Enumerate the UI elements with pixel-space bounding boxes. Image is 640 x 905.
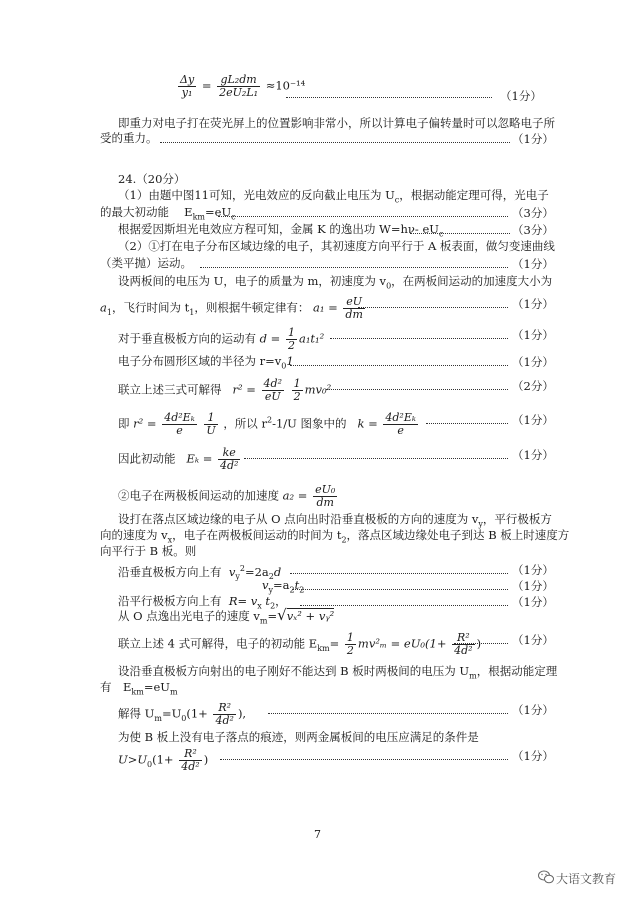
leader-dots — [244, 458, 508, 459]
leader-dots — [290, 365, 508, 366]
score-label: （1分） — [512, 132, 554, 146]
formula-tail: ≈10⁻¹⁴ — [265, 78, 306, 93]
fraction: $\frac{eU}{dm}$ — [345, 295, 363, 321]
leader-dots — [358, 307, 508, 308]
leader-dots — [220, 759, 508, 760]
text-line: （类平抛）运动。 — [100, 256, 192, 270]
text-line: （1）由题中图11可知，光电效应的反向截止电压为 $U_c$，根据动能定理可得，光电子 — [118, 188, 549, 205]
text-line: （2）①打在电子分布区域边缘的电子，其初速度方向平行于 A 板表面，做匀变速曲线 — [118, 239, 555, 253]
leader-dots — [160, 142, 510, 143]
wechat-icon — [538, 870, 554, 884]
text-line: 因此初动能 Eₖ = $\frac{ke}{\text{4d²}}$ — [118, 446, 239, 472]
score-label: （3分） — [512, 223, 554, 237]
formula-deflection-ratio — [176, 74, 305, 99]
score-label: （1分） — [512, 448, 554, 462]
formula-lhs: a₁ = — [312, 300, 338, 315]
watermark-text: 大语文教育 — [556, 872, 617, 886]
leader-dots — [330, 338, 508, 339]
score-label: （1分） — [512, 297, 554, 311]
text-line: 设沿垂直极板方向射出的电子刚好不能达到 B 板时两极间的电压为 $U_m$，根据动能定理 — [118, 664, 558, 681]
equals: = — [201, 78, 212, 93]
leader-dots — [300, 605, 508, 606]
text-line: 根据爱因斯坦光电效应方程可知，金属 K 的逸出功 W=hν- $eU_c$ — [118, 222, 444, 239]
text-line: 即 r² = $\frac{\text{4d²Eₖ}}{e}$ $\frac{1}{U}$ ，所以 $r^2-1/U$ 图象中的 k = $\frac{\text{4d²Eₖ}}{e}$ — [118, 411, 416, 437]
text-line: 电子分布圆形区域的半径为 $r=v_01$ — [118, 354, 294, 371]
frac-num: gL₂dm — [217, 74, 260, 87]
leader-dots — [326, 389, 508, 390]
text-line: ②电子在两极板间运动的加速度 a₂ = $\frac{\text{eU₀}}{dm}$ — [118, 483, 336, 509]
leader-dots — [292, 589, 508, 590]
score-label: （1分） — [512, 413, 554, 427]
text-line: 解得 $U_m=U_0(1+$ $\frac{\text{R²}}{\text{4d²}}$ ), — [118, 701, 247, 727]
score-label: （1分） — [512, 257, 554, 271]
leader-dots — [410, 233, 510, 234]
score-label: （1分） — [500, 89, 542, 103]
score-label: （2分） — [512, 379, 554, 393]
frac-den: 2eU₂L₁ — [219, 86, 259, 99]
score-label: （1分） — [512, 749, 554, 763]
score-label: （1分） — [512, 563, 554, 577]
leader-dots — [200, 267, 508, 268]
score-label: （1分） — [512, 328, 554, 342]
leader-dots — [426, 423, 508, 424]
text-line: 联立上述 4 式可解得，电子的初动能 $E_{km}=$ $\frac{1}{2}$ mv²ₘ = eU₀(1+ $\frac{\text{R²}}{\text{4d²}}$ ) — [118, 631, 482, 657]
leader-dots — [286, 97, 492, 98]
score-label: （1分） — [512, 355, 554, 369]
score-label: （1分） — [512, 633, 554, 647]
text-line: 有 $E_{km}=eU_m$ — [100, 680, 178, 697]
leader-dots — [290, 573, 508, 574]
text-line: 设打在落点区域边缘的电子从 O 点向出时沿垂直极板的方向的速度为 $v_y$，平行极板方 — [118, 512, 552, 529]
text-line: 的最大初动能 $E_{km}=eU_c$ — [100, 205, 236, 222]
frac-num: Δy — [180, 73, 195, 86]
text-line: 沿垂直极板方向上有 $v_y^2=2a_2d$ — [118, 564, 282, 582]
text-line: 对于垂直极板方向的运动有 d = $\frac{1}{2}$ a₁t₁² — [118, 326, 325, 352]
question-heading: 24.（20分） — [118, 172, 186, 186]
text-line: 沿平行极板方向上有 $R= v_x$ $t_2$， — [118, 594, 287, 611]
text-line: 向平行于 B 板。则 — [100, 544, 197, 558]
leader-dots — [454, 643, 508, 644]
radicand: vₓ² + vᵧ² — [286, 609, 335, 623]
text-line: 联立上述三式可解得 r² = $\frac{\text{4d²}}{eU}$ $\frac{1}{2}$ mv₀² — [118, 377, 332, 403]
page-number: 7 — [314, 828, 321, 841]
text-line: 向的速度为 $v_x$，电子在两极板间运动的时间为 $t_2$，落点区域边缘处电子到达 B 板上时速度方 — [100, 528, 570, 545]
score-label: （1分） — [512, 579, 554, 593]
frac-den: y₁ — [181, 86, 193, 99]
score-label: （1分） — [512, 703, 554, 717]
text-line: 为使 B 板上没有电子落点的痕迹，则两金属板间的电压应满足的条件是 — [118, 730, 479, 744]
text-line: 设两板间的电压为 U，电子的质量为 m，初速度为 $v_0$，在两板间运动的加速度大小为 — [118, 274, 553, 291]
text-line: $U>U_0(1+$ $\frac{\text{R²}}{\text{4d²}}$ ) — [118, 747, 209, 773]
leader-dots — [268, 713, 508, 714]
text-line: 从 O 点逸出光电子的速度 $v_m=√v_x^2$ + vᵧ² — [118, 606, 335, 626]
text-line: $a_1$，飞行时间为 $t_1$，则根据牛顿定律有： a₁ = $\frac{eU}{dm}$ — [100, 295, 363, 321]
leader-dots — [218, 216, 508, 217]
score-label: （1分） — [512, 595, 554, 609]
text-line: $v_y=a_2t_2$ — [262, 578, 305, 595]
text-line: 即重力对电子打在荧光屏上的位置影响非常小，所以计算电子偏转量时可以忽略电子所 — [118, 116, 555, 130]
text-line: 受的重力。 — [100, 131, 158, 145]
score-label: （3分） — [512, 206, 554, 220]
